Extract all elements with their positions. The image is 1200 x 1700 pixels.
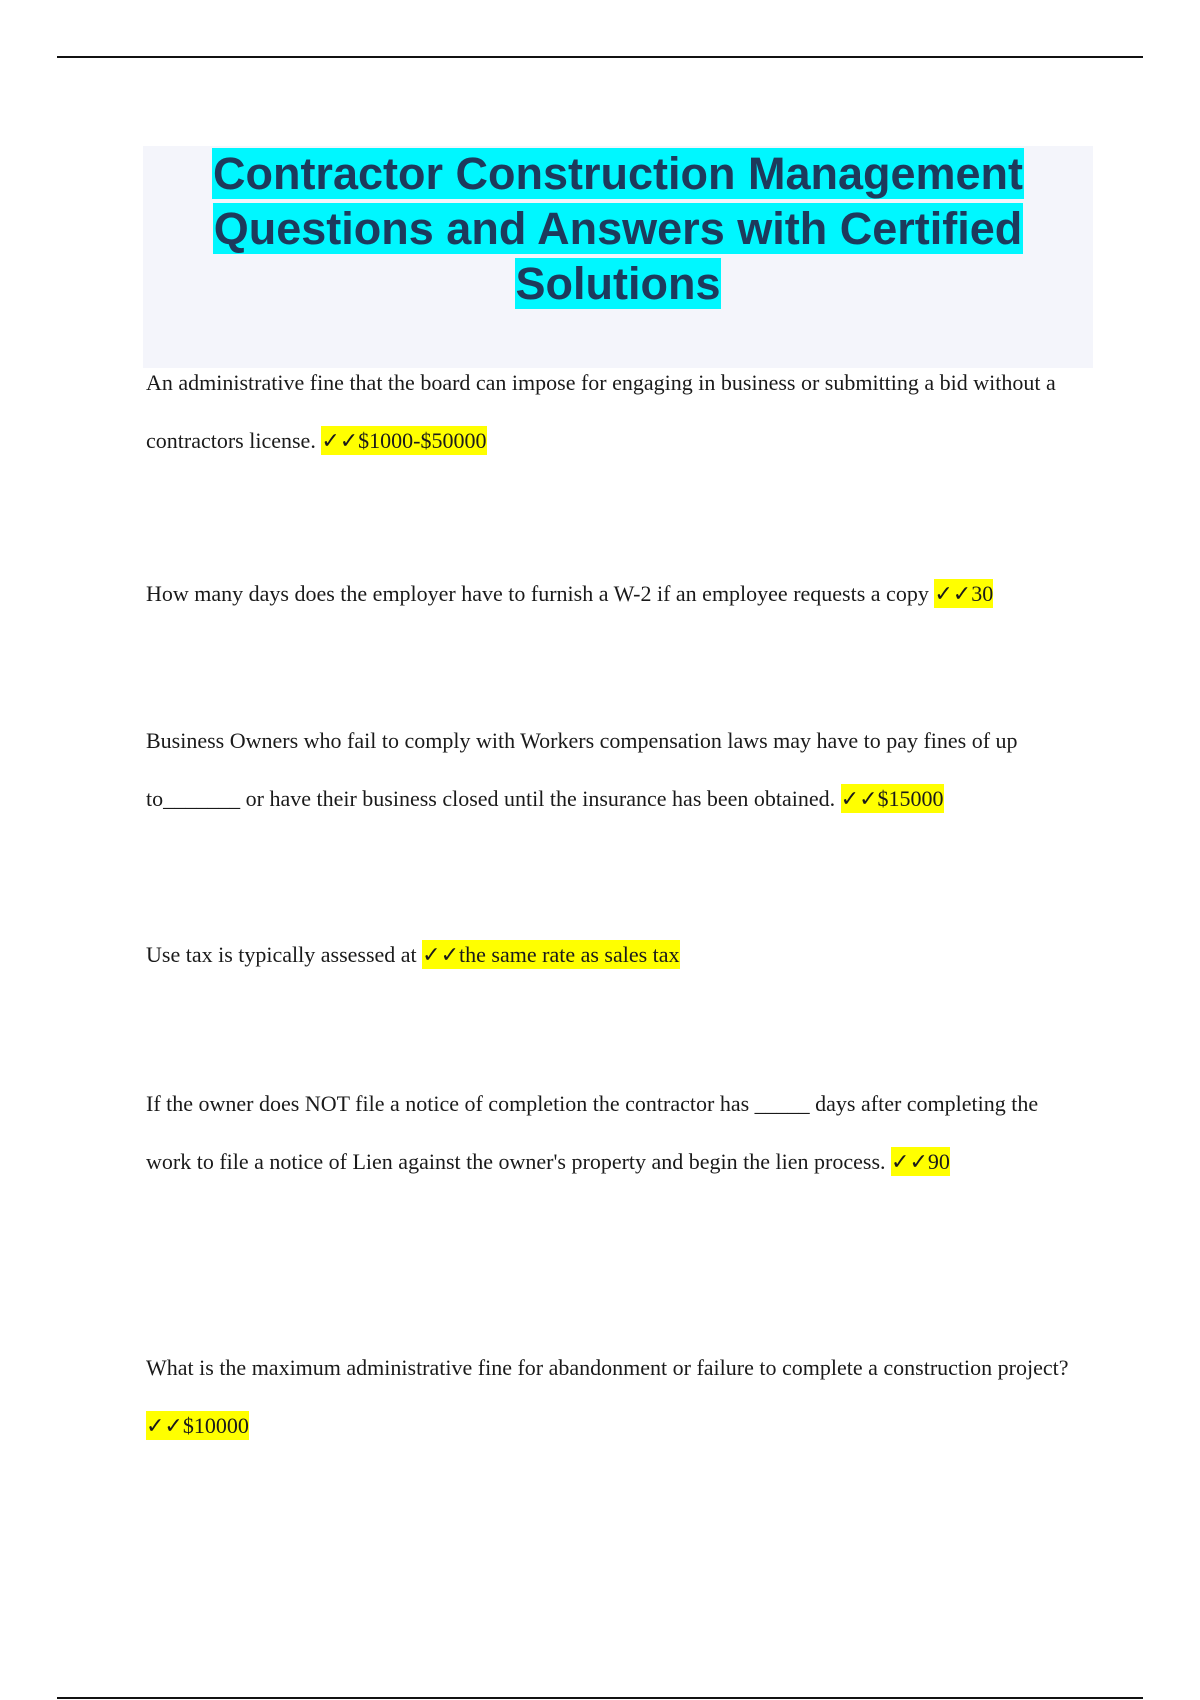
qa-item <box>146 712 1086 828</box>
question-text: Business Owners who fail to comply with Workers compensation laws may have to pay fines of up to_______ or have their business closed until the insurance has been obtained. <box>146 728 1018 811</box>
title-line-1: Contractor Construction Management <box>212 148 1024 199</box>
qa-item <box>146 926 1086 984</box>
top-rule <box>57 56 1143 58</box>
question-text: Use tax is typically assessed at <box>146 942 417 967</box>
question-text: How many days does the employer have to furnish a W-2 if an employee requests a copy <box>146 581 929 606</box>
document-title <box>143 146 1093 311</box>
qa-item <box>146 565 1086 623</box>
answer-text: ✓✓$1000-$50000 <box>321 428 487 453</box>
answer-text: ✓✓30 <box>934 581 994 606</box>
answer-text: ✓✓the same rate as sales tax <box>422 942 680 967</box>
title-line-3: Solutions <box>515 258 721 309</box>
qa-item <box>146 354 1086 470</box>
answer-text: ✓✓$15000 <box>840 786 944 811</box>
question-text: If the owner does NOT file a notice of completion the contractor has _____ days after completing the work to file a notice of Lien against the owner's property and begin the lien process. <box>146 1091 1039 1174</box>
qa-item <box>146 1339 1086 1455</box>
answer-text: ✓✓$10000 <box>146 1413 249 1438</box>
bottom-rule <box>57 1697 1143 1699</box>
qa-item <box>146 1075 1086 1191</box>
question-text: An administrative fine that the board can impose for engaging in business or submitting a bid without a contractors license. <box>146 370 1056 453</box>
answer-text: ✓✓90 <box>891 1149 950 1174</box>
title-line-2: Questions and Answers with Certified <box>213 203 1023 254</box>
question-text: What is the maximum administrative fine for abandonment or failure to complete a construction project? <box>146 1355 1069 1380</box>
